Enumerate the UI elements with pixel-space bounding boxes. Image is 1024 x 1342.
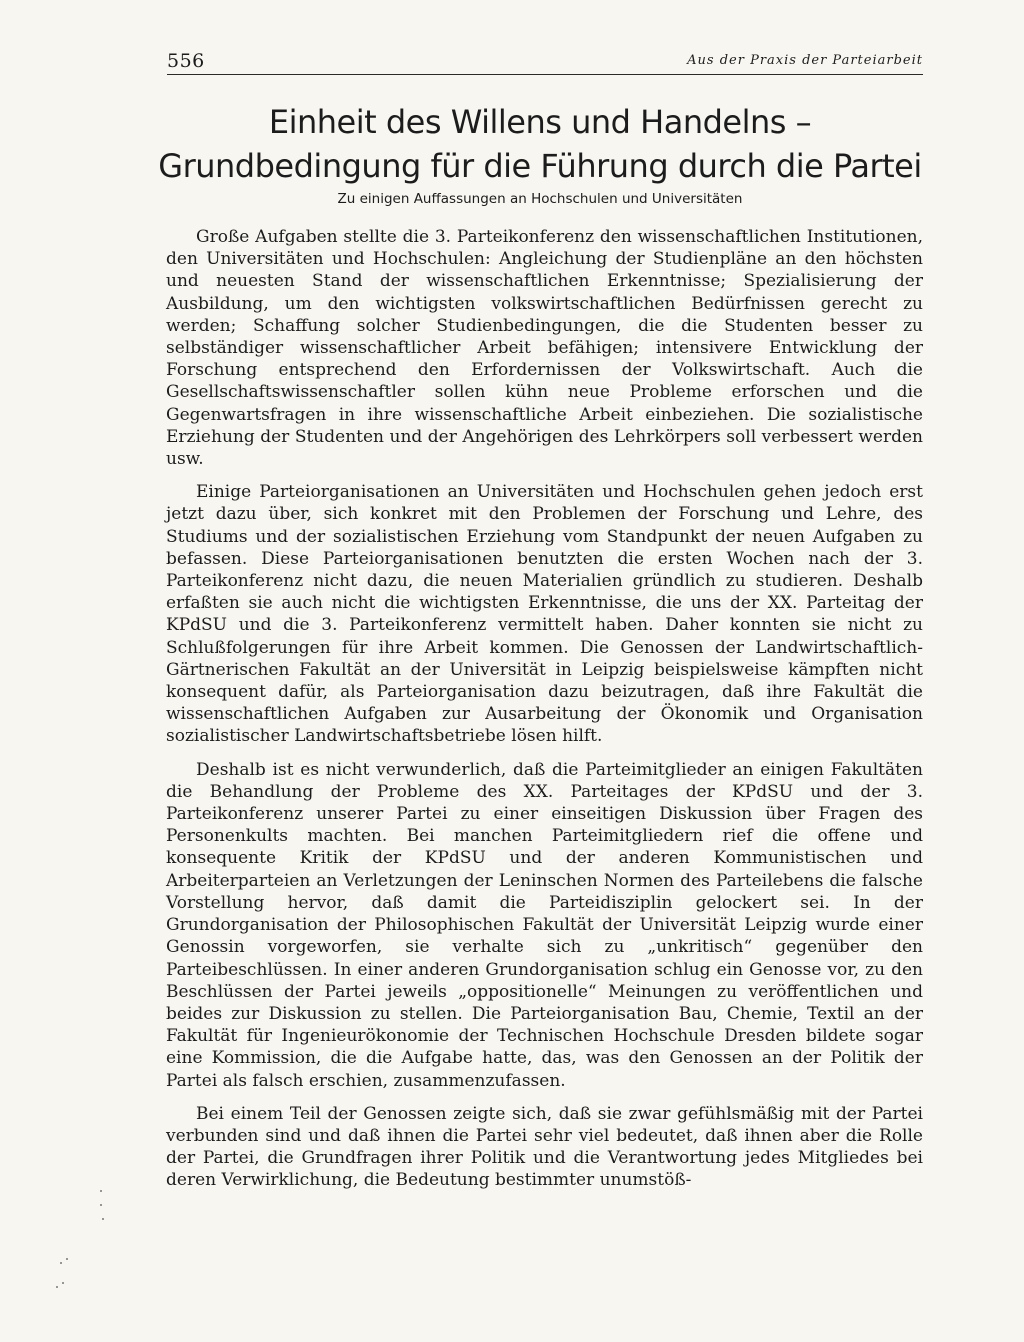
title-line-1: Einheit des Willens und Handelns – — [268, 103, 812, 141]
article-title — [150, 100, 930, 188]
page-header — [167, 48, 923, 75]
margin-specks — [56, 1170, 76, 1290]
article-body — [166, 226, 923, 1203]
paragraph-4: Bei einem Teil der Genossen zeigte sich, daß sie zwar gefühlsmäßig mit der Partei verbunden sind und daß ihnen die Partei sehr viel bedeutet, daß ihnen aber die Rolle der Partei, die Grundfragen ihrer Politik und die Verantwortung jedes Mitgliedes bei deren Verwirklichung, die Bedeutung bestimmter unumstöß- — [166, 1103, 923, 1191]
paragraph-2: Einige Parteiorganisationen an Universitäten und Hochschulen gehen jedoch erst jetzt dazu über, sich konkret mit den Problemen der Forschung und Lehre, des Studiums und der sozialistischen Erziehung vom Standpunkt der neuen Aufgaben zu befassen. Diese Parteiorganisationen benutzten die ersten Wochen nach der 3. Parteikonferenz nicht dazu, die neuen Materialien gründlich zu studieren. Deshalb erfaßten sie auch nicht die wichtigsten Erkenntnisse, die uns der XX. Parteitag der KPdSU und die 3. Parteikonferenz vermittelt haben. Daher konnten sie nicht zu Schlußfolgerungen für ihre Arbeit kommen. Die Genossen der Landwirtschaftlich-Gärtnerischen Fakultät an der Universität in Leipzig beispielsweise kämpften nicht konsequent dafür, als Parteiorganisation dazu beizutragen, daß ihre Fakultät die wissenschaftlichen Aufgaben zur Ausarbeitung der Ökonomik und Organisation sozialistischer Landwirtschaftsbetriebe lösen hilft. — [166, 482, 923, 747]
title-line-2: Grundbedingung für die Führung durch die Partei — [158, 147, 922, 185]
running-head: Aus der Praxis der Parteiarbeit — [687, 53, 923, 68]
paragraph-3: Deshalb ist es nicht verwunderlich, daß die Parteimitglieder an einigen Fakultäten die Behandlung der Probleme des XX. Parteitages der KPdSU und der 3. Parteikonferenz unserer Partei zu einer einseitigen Diskussion über Fragen des Personenkults machten. Bei manchen Parteimitgliedern rief die offene und konsequente Kritik der KPdSU und der anderen Kommunistischen und Arbeiterparteien an Verletzungen der Leninschen Normen des Parteilebens die falsche Vorstellung hervor, daß damit die Parteidisziplin gelockert sei. In der Grundorganisation der Philosophischen Fakultät der Universität Leipzig wurde einer Genossin vorgeworfen, sie verhalte sich zu „unkritisch“ gegenüber den Parteibeschlüssen. In einer anderen Grundorganisation schlug ein Genosse vor, zu den Beschlüssen der Partei jeweils „oppositionelle“ Meinungen zu veröffentlichen und beides zur Diskussion zu stellen. Die Parteiorganisation Bau, Chemie, Textil an der Fakultät für Ingenieurökonomie der Technischen Hochschule Dresden bildete sogar eine Kommission, die die Aufgabe hatte, das, was den Genossen an der Politik der Partei als falsch erschien, zusammenzufassen. — [166, 759, 923, 1091]
page-number: 556 — [167, 50, 205, 72]
paragraph-1: Große Aufgaben stellte die 3. Parteikonferenz den wissenschaftlichen Institutionen, den Universitäten und Hochschulen: Angleichung der Studienpläne an den höchsten und neuesten Stand der wissenschaftlichen Erkenntnisse; Spezialisierung der Ausbildung, um den wichtigsten volkswirtschaftlichen Bedürfnissen gerecht zu werden; Schaffung solcher Studienbedingungen, die die Studenten besser zu selbständiger wissenschaftlicher Arbeit befähigen; intensivere Entwicklung der Forschung entsprechend den Erfordernissen der Volkswirtschaft. Auch die Gesellschaftswissenschaftler sollen kühn neue Probleme erforschen und die Gegenwartsfragen in ihre wissenschaftliche Arbeit einbeziehen. Die sozialistische Erziehung der Studenten und der Angehörigen des Lehrkörpers soll verbessert werden usw. — [166, 227, 923, 470]
article-subtitle: Zu einigen Auffassungen an Hochschulen und Universitäten — [337, 191, 743, 207]
